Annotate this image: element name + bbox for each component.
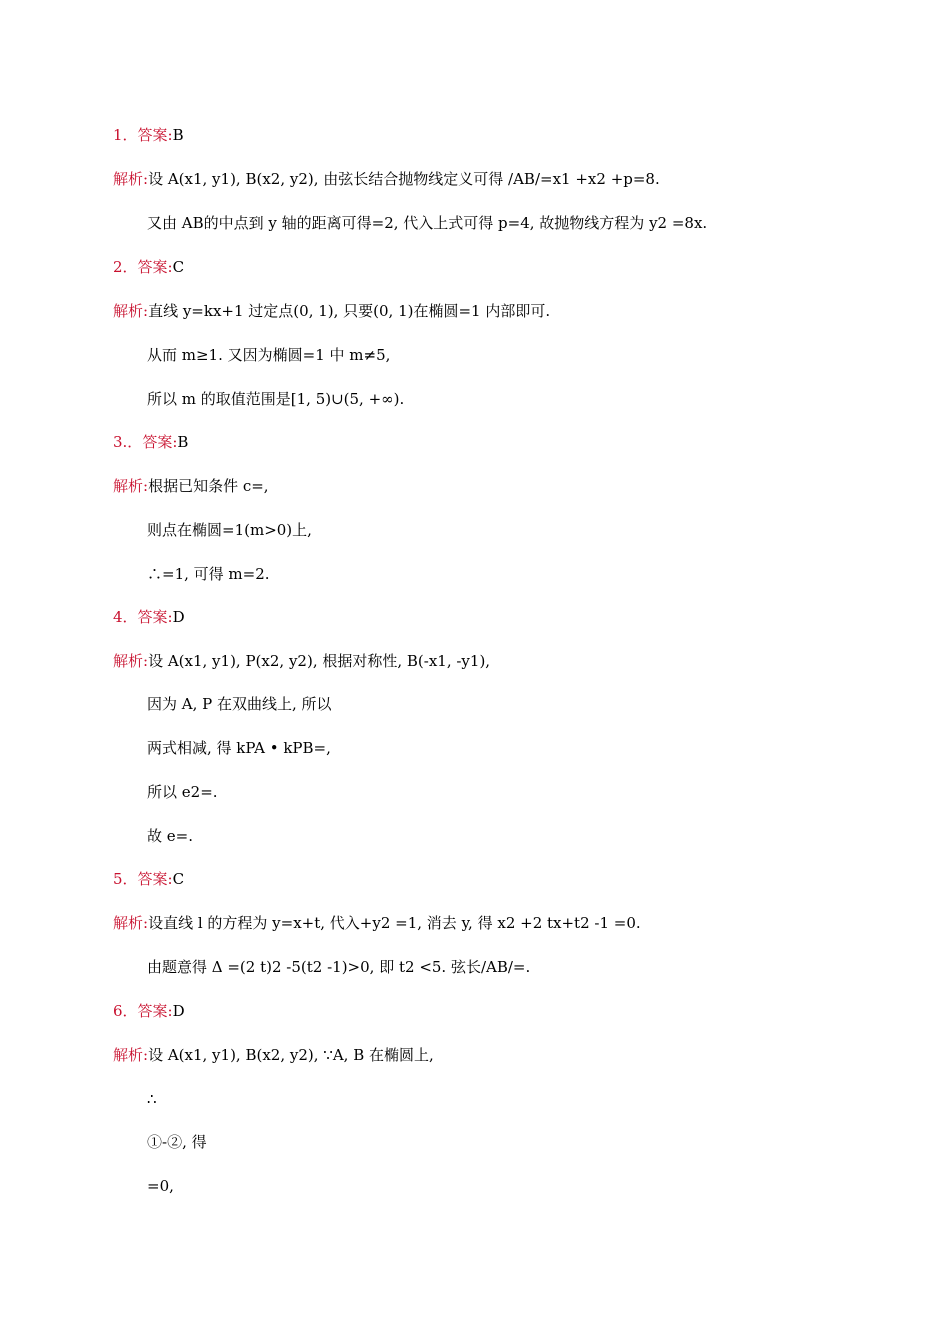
q4-answer-value: D (172, 608, 185, 626)
q4-analysis-line3: 两式相减, 得 kPA • kPB=, (147, 739, 331, 757)
q5-analysis-line1 (113, 913, 641, 933)
q1-analysis-line1 (113, 169, 660, 189)
q6-number: 6． (113, 1002, 138, 1020)
q2-answer-line (113, 257, 184, 277)
q3-analysis-line2: 则点在椭圆=1(m>0)上, (147, 521, 312, 539)
q6-analysis-label: 解析: (113, 1046, 149, 1064)
q1-answer-label: 答案: (137, 126, 173, 144)
q3-analysis-line1 (113, 476, 269, 496)
q4-answer-label: 答案: (137, 608, 173, 626)
q1-answer-line (113, 125, 184, 145)
q6-answer-line (113, 1001, 185, 1021)
q4-analysis-line4: 所以 e2=. (147, 783, 218, 801)
q3-answer-line (113, 432, 188, 452)
q2-analysis-line2: 从而 m≥1. 又因为椭圆=1 中 m≠5, (147, 346, 391, 364)
q1-answer-value: B (172, 126, 184, 144)
q4-analysis-line1 (113, 651, 490, 671)
q3-analysis-text1: 根据已知条件 c=, (148, 477, 269, 495)
q6-analysis-line4: =0, (147, 1177, 174, 1195)
q1-number: 1． (113, 126, 138, 144)
q3-answer-value: B (177, 433, 189, 451)
q6-analysis-line2: ∴ (147, 1090, 157, 1108)
q4-answer-line (113, 607, 185, 627)
q3-analysis-line3: ∴=1, 可得 m=2. (147, 565, 270, 583)
q2-analysis-text1: 直线 y=kx+1 过定点(0, 1), 只要(0, 1)在椭圆=1 内部即可. (148, 302, 551, 320)
q5-analysis-text1: 设直线 l 的方程为 y=x+t, 代入+y2 =1, 消去 y, 得 x2 +2 tx+t2 -1 =0. (148, 914, 641, 932)
q5-answer-line (113, 869, 184, 889)
q3-number: 3.． (113, 433, 143, 451)
q1-analysis-label: 解析: (113, 170, 149, 188)
q1-analysis-text1: 设 A(x1, y1), B(x2, y2), 由弦长结合抛物线定义可得 /AB/=x1 +x2 +p=8. (148, 170, 660, 188)
q4-number: 4． (113, 608, 138, 626)
q2-number: 2． (113, 258, 138, 276)
q4-analysis-label: 解析: (113, 652, 149, 670)
q2-answer-label: 答案: (137, 258, 173, 276)
q3-answer-label: 答案: (142, 433, 178, 451)
q3-analysis-label: 解析: (113, 477, 149, 495)
q4-analysis-text1: 设 A(x1, y1), P(x2, y2), 根据对称性, B(-x1, -y1), (148, 652, 491, 670)
q6-analysis-line1 (113, 1045, 434, 1065)
q2-analysis-line3: 所以 m 的取值范围是[1, 5)∪(5, +∞). (147, 390, 405, 408)
q6-answer-value: D (172, 1002, 185, 1020)
q6-analysis-text1: 设 A(x1, y1), B(x2, y2), ∵A, B 在椭圆上, (148, 1046, 434, 1064)
q5-analysis-label: 解析: (113, 914, 149, 932)
q4-analysis-line2: 因为 A, P 在双曲线上, 所以 (147, 695, 332, 713)
q5-answer-value: C (172, 870, 185, 888)
q2-analysis-line1 (113, 301, 550, 321)
q6-answer-label: 答案: (137, 1002, 173, 1020)
q5-number: 5． (113, 870, 138, 888)
q4-analysis-line5: 故 e=. (147, 827, 193, 845)
q5-analysis-line2: 由题意得 Δ =(2 t)2 -5(t2 -1)>0, 即 t2 <5. 弦长/AB/=. (147, 958, 531, 976)
q5-answer-label: 答案: (137, 870, 173, 888)
q2-analysis-label: 解析: (113, 302, 149, 320)
q2-answer-value: C (172, 258, 185, 276)
q6-analysis-line3: ①-②, 得 (147, 1133, 207, 1151)
q1-analysis-line2: 又由 AB的中点到 y 轴的距离可得=2, 代入上式可得 p=4, 故抛物线方程为 y2 =8x. (147, 214, 708, 232)
